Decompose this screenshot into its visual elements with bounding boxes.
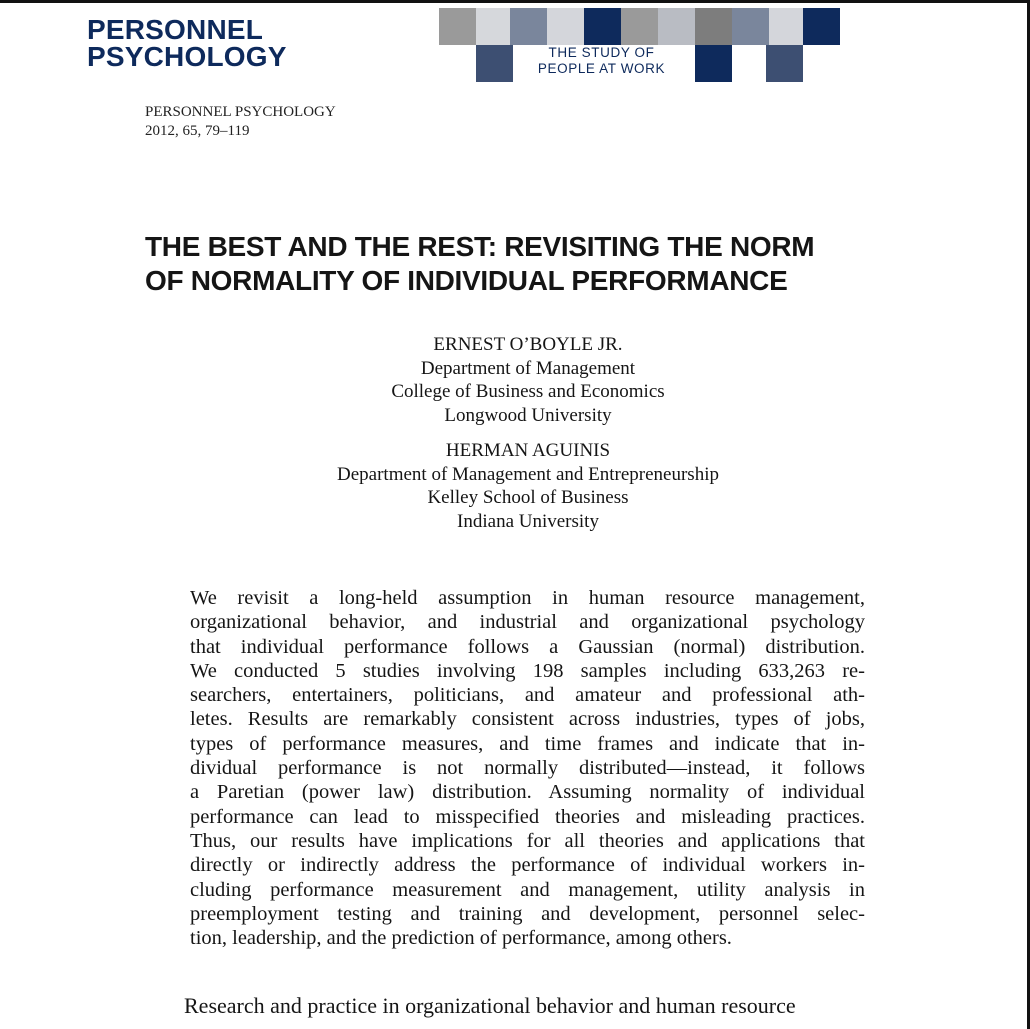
journal-logo-line1: PERSONNEL [87,14,264,45]
journal-logo [87,16,287,70]
banner-tile [547,8,584,45]
article-title-line2: OF NORMALITY OF INDIVIDUAL PERFORMANCE [145,265,788,296]
article-title [145,230,945,298]
banner-tile [476,8,513,45]
abstract-line: types of performance measures, and time frames and indicate that in- [190,732,865,755]
banner-tile [769,8,806,45]
author-college: College of Business and Economics [391,381,665,402]
journal-reference [145,103,336,141]
banner-tile [658,8,695,45]
abstract-line: a Paretian (power law) distribution. Assuming normality of individual [190,781,865,804]
abstract-line: dividual performance is not normally distributed—instead, it follows [190,757,865,780]
abstract-line: preemployment testing and training and development, personnel selec- [190,902,865,925]
author-department: Department of Management and Entrepreneurship [337,463,719,485]
author-department: Department of Management [420,357,636,379]
abstract-line: We conducted 5 studies involving 198 samples including 633,263 re- [190,659,865,682]
author-university: Longwood University [444,404,612,426]
abstract-line: We revisit a long-held assumption in human resource management, [190,587,865,609]
abstract-line: letes. Results are remarkably consistent across industries, types of jobs, [190,708,865,731]
author-block [200,439,856,533]
top-border-rule [0,0,1030,3]
banner-tile [476,45,513,82]
banner-tile [439,8,476,45]
author-school: Kelley School of Business [427,487,629,508]
journal-tagline [530,45,673,77]
abstract-line: directly or indirectly address the performance of individual workers in- [190,854,865,877]
banner-tile [621,8,658,45]
author-university: Indiana University [457,510,599,532]
banner-tile [732,8,769,45]
journal-tagline-line2: PEOPLE AT WORK [537,61,666,76]
body-text-first-line: Research and practice in organizational behavior and human resource [184,993,796,1018]
banner-tile [695,8,732,45]
abstract-line: organizational behavior, and industrial and organizational psychology [190,611,865,634]
abstract-line: Thus, our results have implications for all theories and applications that [190,829,865,852]
journal-logo-line2: PSYCHOLOGY [87,41,287,72]
banner-tile [695,45,732,82]
journal-name: PERSONNEL PSYCHOLOGY [145,104,336,120]
abstract-line: performance can lead to misspecified theories and misleading practices. [190,805,865,828]
abstract-line: searchers, entertainers, politicians, and amateur and professional ath- [190,684,865,707]
journal-citation: 2012, 65, 79–119 [145,123,250,139]
journal-tagline-line1: THE STUDY OF [548,45,655,60]
abstract-line: that individual performance follows a Gaussian (normal) distribution. [190,635,865,658]
banner-tile [584,8,621,45]
article-title-line1: THE BEST AND THE REST: REVISITING THE NORM [145,231,815,262]
author-name: HERMAN AGUINIS [445,440,611,461]
abstract-line: cluding performance measurement and management, utility analysis in [190,878,865,901]
abstract-line: tion, leadership, and the prediction of performance, among others. [190,927,732,950]
author-block [200,333,856,427]
banner-tile [766,45,803,82]
banner-tile [510,8,547,45]
author-name: ERNEST O’BOYLE JR. [433,334,623,355]
banner-tile [803,8,840,45]
abstract [190,586,865,950]
